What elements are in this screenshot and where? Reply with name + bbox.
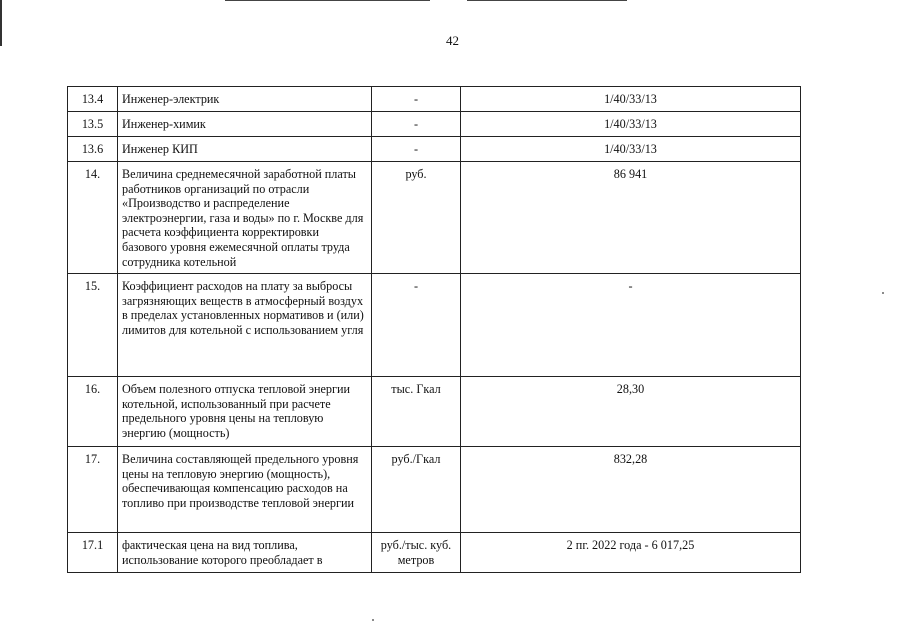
table-row bbox=[68, 447, 801, 533]
row-name: Коэффициент расходов на плату за выбросы загрязняющих веществ в атмосферный воздух в пределах установленных нормативов и (или) лимитов для котельной с использованием угля bbox=[118, 274, 372, 377]
row-number: 14. bbox=[68, 162, 118, 274]
table-row bbox=[68, 112, 801, 137]
row-number: 17. bbox=[68, 447, 118, 533]
row-value: - bbox=[461, 274, 801, 377]
table-row bbox=[68, 377, 801, 447]
row-unit: руб./Гкал bbox=[372, 447, 461, 533]
row-number: 13.4 bbox=[68, 87, 118, 112]
row-name: Инженер-электрик bbox=[118, 87, 372, 112]
row-unit: - bbox=[372, 112, 461, 137]
row-value: 28,30 bbox=[461, 377, 801, 447]
row-name: Инженер-химик bbox=[118, 112, 372, 137]
parameters-table bbox=[67, 86, 801, 573]
row-unit: - bbox=[372, 137, 461, 162]
page-number: 42 bbox=[446, 33, 459, 48]
top-rule-left bbox=[225, 0, 430, 1]
row-number: 15. bbox=[68, 274, 118, 377]
row-unit: - bbox=[372, 274, 461, 377]
row-number: 16. bbox=[68, 377, 118, 447]
row-value: 86 941 bbox=[461, 162, 801, 274]
row-number: 17.1 bbox=[68, 533, 118, 573]
table-row bbox=[68, 162, 801, 274]
row-name: фактическая цена на вид топлива, использование которого преобладает в bbox=[118, 533, 372, 573]
row-unit: тыс. Гкал bbox=[372, 377, 461, 447]
table-row bbox=[68, 87, 801, 112]
row-number: 13.5 bbox=[68, 112, 118, 137]
table-row bbox=[68, 533, 801, 573]
row-name: Инженер КИП bbox=[118, 137, 372, 162]
row-value: 1/40/33/13 bbox=[461, 112, 801, 137]
row-unit: руб. bbox=[372, 162, 461, 274]
row-name: Величина составляющей предельного уровня цены на тепловую энергию (мощность), обеспечивающая компенсацию расходов на топливо при производстве тепловой энергии bbox=[118, 447, 372, 533]
top-rule-right bbox=[467, 0, 627, 1]
table-row bbox=[68, 137, 801, 162]
row-value: 832,28 bbox=[461, 447, 801, 533]
scan-speck bbox=[372, 619, 374, 621]
scan-speck bbox=[882, 292, 884, 294]
table-row bbox=[68, 274, 801, 377]
row-number: 13.6 bbox=[68, 137, 118, 162]
row-name: Объем полезного отпуска тепловой энергии котельной, использованный при расчете предельного уровня цены на тепловую энергию (мощность) bbox=[118, 377, 372, 447]
row-value: 1/40/33/13 bbox=[461, 137, 801, 162]
row-unit: - bbox=[372, 87, 461, 112]
row-value: 1/40/33/13 bbox=[461, 87, 801, 112]
row-name: Величина среднемесячной заработной платы работников организаций по отрасли «Производство и распределение электроэнергии, газа и воды» по г. Москве для расчета коэффициента корректировки базового уровня ежемесячной оплаты труда сотрудника котельной bbox=[118, 162, 372, 274]
row-unit: руб./тыс. куб. метров bbox=[372, 533, 461, 573]
row-value: 2 пг. 2022 года - 6 017,25 bbox=[461, 533, 801, 573]
